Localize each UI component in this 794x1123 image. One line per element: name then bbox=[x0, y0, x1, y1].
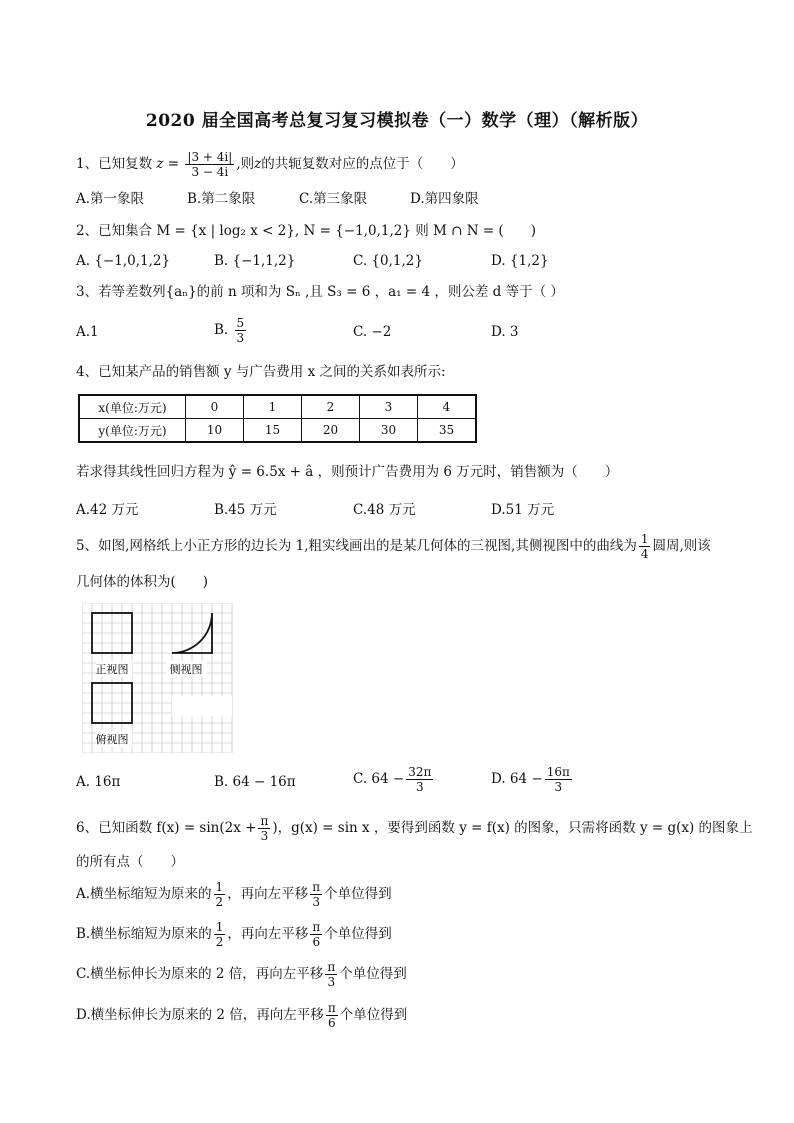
question-4-regression: 若求得其线性回归方程为 ŷ = 6.5x + â ，则预计广告费用为 6 万元时，销售额为（ ） bbox=[76, 464, 619, 480]
table-cell: 3 bbox=[360, 395, 418, 419]
q3-option-d: D. 3 bbox=[491, 324, 519, 340]
q5-option-c: C. 64 − $\frac{32\pi}{3}$ bbox=[353, 765, 432, 794]
q4-option-c: C.48 万元 bbox=[353, 502, 416, 518]
q2-option-d: D. {1,2} bbox=[491, 253, 549, 269]
table-cell: 10 bbox=[186, 419, 244, 443]
q3-option-b-fraction: $\frac{5}{3}$ bbox=[236, 316, 245, 345]
q1-var2: z bbox=[254, 156, 262, 172]
q2-option-c: C. {0,1,2} bbox=[353, 253, 423, 269]
q1-prefix: 1、已知复数 bbox=[76, 156, 153, 172]
q6-option-d: D.横坐标伸长为原来的 2 倍，再向左平移 $\frac{\pi}{6}$ 个单位得到 bbox=[76, 1001, 408, 1030]
q6-option-c: C.横坐标伸长为原来的 2 倍，再向左平移 $\frac{\pi}{3}$ 个单位得到 bbox=[76, 960, 407, 989]
table-cell: 1 bbox=[244, 395, 302, 419]
table-cell: 20 bbox=[302, 419, 360, 443]
q1-suffix2: 的共轭复数对应的点位于（ ） bbox=[261, 156, 464, 172]
q4-option-a: A.42 万元 bbox=[76, 502, 139, 518]
q1-suffix: ,则 bbox=[236, 156, 255, 172]
top-view-label: 俯视图 bbox=[95, 733, 129, 746]
table-header-x: x(单位:万元) bbox=[79, 395, 186, 419]
q1-option-c: C.第三象限 bbox=[299, 191, 368, 207]
question-2: 2、已知集合 M = {x | log₂ x < 2}, N = {−1,0,1,2} 则 M ∩ N = ( ) bbox=[76, 223, 536, 239]
question-5-cont: 几何体的体积为( ) bbox=[76, 574, 209, 590]
q5-option-d: D. 64 − $\frac{16\pi}{3}$ bbox=[491, 765, 570, 794]
q2-option-b: B. {−1,1,2} bbox=[214, 253, 296, 269]
question-1: 1、已知复数 z = $\frac{|3 + 4i|}{3 - 4i}$ ,则z的共轭复数对应的点位于（ ） bbox=[76, 150, 464, 179]
table-row bbox=[79, 419, 476, 443]
table-cell: 15 bbox=[244, 419, 302, 443]
q1-option-a: A.第一象限 bbox=[76, 191, 145, 207]
page-title: 2020 届全国高考总复习复习模拟卷（一）数学（理）（解析版） bbox=[145, 111, 649, 131]
q1-option-b: B.第二象限 bbox=[187, 191, 256, 207]
table-cell: 2 bbox=[302, 395, 360, 419]
q5-fraction: $\frac{1}{4}$ bbox=[640, 532, 649, 561]
q1-fraction bbox=[185, 150, 234, 179]
q5-option-a: A. 16π bbox=[76, 774, 121, 790]
q4-option-b: B.45 万元 bbox=[214, 502, 277, 518]
side-view-label: 侧视图 bbox=[169, 663, 203, 676]
q1-var: z bbox=[156, 156, 164, 172]
front-view-label: 正视图 bbox=[95, 663, 129, 676]
table-cell: 30 bbox=[360, 419, 418, 443]
question-6: 6、已知函数 f(x) = sin(2x + $\frac{\pi}{3}$ )，g(x) = sin x ，要得到函数 y = f(x) 的图象，只需将函数 y = g(x) 的图象上 bbox=[76, 814, 753, 843]
question-5: 5、如图,网格纸上小正方形的边长为 1,粗实线画出的是某几何体的三视图,其侧视图中的曲线为 $\frac{1}{4}$ 圆周,则该 bbox=[76, 532, 711, 561]
q1-option-d: D.第四象限 bbox=[410, 191, 479, 207]
q6-option-a: A.横坐标缩短为原来的 $\frac{1}{2}$ ，再向左平移 $\frac{\pi}{3}$ 个单位得到 bbox=[76, 880, 392, 909]
q5-option-b: B. 64 − 16π bbox=[214, 774, 296, 790]
q1-den: 3 − 4i bbox=[191, 165, 229, 179]
q4-option-d: D.51 万元 bbox=[491, 502, 555, 518]
q3-option-b: B. $\frac{5}{3}$ bbox=[214, 316, 245, 345]
table-cell: 4 bbox=[418, 395, 477, 419]
q1-num: |3 + 4i| bbox=[187, 150, 233, 164]
q2-option-a: A. {−1,0,1,2} bbox=[76, 253, 171, 269]
three-view-figure bbox=[82, 603, 234, 753]
table-cell: 35 bbox=[418, 419, 477, 443]
data-table bbox=[78, 394, 477, 443]
q6-option-b: B.横坐标缩短为原来的 $\frac{1}{2}$ ，再向左平移 $\frac{\pi}{6}$ 个单位得到 bbox=[76, 920, 392, 949]
q3-option-a: A.1 bbox=[76, 324, 99, 340]
question-6-cont: 的所有点（ ） bbox=[76, 854, 184, 870]
table-row bbox=[79, 395, 476, 419]
table-header-y: y(单位:万元) bbox=[79, 419, 186, 443]
question-3: 3、若等差数列{aₙ}的前 n 项和为 Sₙ ,且 S₃ = 6 ，a₁ = 4 ，则公差 d 等于（ ） bbox=[76, 284, 564, 300]
table-cell: 0 bbox=[186, 395, 244, 419]
question-4: 4、已知某产品的销售额 y 与广告费用 x 之间的关系如表所示: bbox=[76, 364, 446, 380]
q3-option-c: C. −2 bbox=[353, 324, 392, 340]
